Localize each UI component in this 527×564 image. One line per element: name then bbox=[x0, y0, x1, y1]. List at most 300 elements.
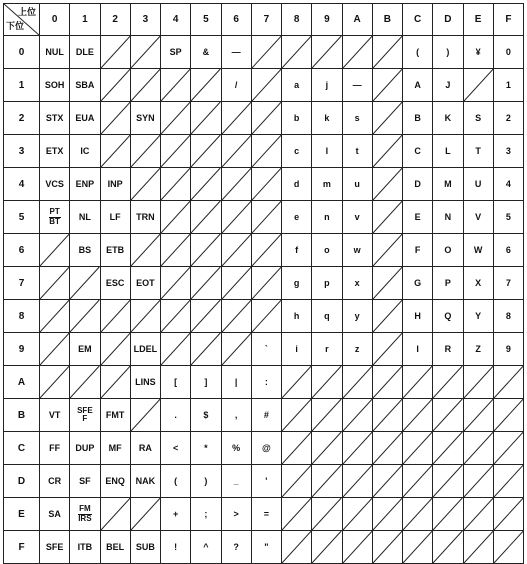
corner-cell bbox=[4, 4, 40, 36]
diagonal-slash bbox=[494, 465, 523, 497]
code-cell: ! bbox=[161, 531, 191, 564]
diagonal-slash bbox=[101, 300, 130, 332]
column-header: 6 bbox=[221, 4, 251, 36]
unassigned-cell bbox=[433, 465, 463, 498]
unassigned-cell bbox=[463, 498, 493, 531]
code-cell: SA bbox=[40, 498, 70, 531]
code-cell: 0 bbox=[493, 36, 523, 69]
diagonal-slash bbox=[464, 399, 493, 431]
unassigned-cell bbox=[463, 432, 493, 465]
code-cell: ENQ bbox=[100, 465, 130, 498]
diagonal-slash bbox=[282, 36, 311, 68]
diagonal-slash bbox=[101, 102, 130, 134]
unassigned-cell bbox=[433, 399, 463, 432]
unassigned-cell bbox=[161, 102, 191, 135]
code-cell: M bbox=[433, 168, 463, 201]
code-cell: CR bbox=[40, 465, 70, 498]
code-cell: / bbox=[221, 69, 251, 102]
diagonal-slash bbox=[191, 168, 220, 200]
code-cell: s bbox=[342, 102, 372, 135]
unassigned-cell bbox=[40, 333, 70, 366]
code-cell: 2 bbox=[493, 102, 523, 135]
code-cell: L bbox=[433, 135, 463, 168]
diagonal-slash bbox=[343, 36, 372, 68]
code-cell: d bbox=[282, 168, 312, 201]
diagonal-slash bbox=[40, 366, 69, 398]
diagonal-slash bbox=[433, 465, 462, 497]
code-cell: p bbox=[312, 267, 342, 300]
code-cell: a bbox=[282, 69, 312, 102]
unassigned-cell bbox=[433, 531, 463, 564]
unassigned-cell bbox=[100, 102, 130, 135]
column-header: 2 bbox=[100, 4, 130, 36]
code-cell: FF bbox=[40, 432, 70, 465]
diagonal-slash bbox=[70, 366, 99, 398]
unassigned-cell bbox=[40, 234, 70, 267]
code-cell: IC bbox=[70, 135, 100, 168]
row-header: 8 bbox=[4, 300, 40, 333]
code-cell: u bbox=[342, 168, 372, 201]
column-header: D bbox=[433, 4, 463, 36]
code-cell: VCS bbox=[40, 168, 70, 201]
code-cell: ? bbox=[221, 531, 251, 564]
unassigned-cell bbox=[312, 465, 342, 498]
table-row bbox=[4, 69, 524, 102]
code-cell: t bbox=[342, 135, 372, 168]
code-cell: g bbox=[282, 267, 312, 300]
unassigned-cell bbox=[312, 36, 342, 69]
code-cell: SFE F bbox=[70, 399, 100, 432]
row-header: E bbox=[4, 498, 40, 531]
diagonal-slash bbox=[373, 267, 402, 299]
diagonal-slash bbox=[191, 69, 220, 101]
diagonal-slash bbox=[433, 531, 462, 563]
unassigned-cell bbox=[403, 432, 433, 465]
code-cell: h bbox=[282, 300, 312, 333]
diagonal-slash bbox=[191, 333, 220, 365]
diagonal-slash bbox=[494, 432, 523, 464]
code-cell: C bbox=[403, 135, 433, 168]
code-cell: PT BT bbox=[40, 201, 70, 234]
code-cell: r bbox=[312, 333, 342, 366]
diagonal-slash bbox=[161, 300, 190, 332]
unassigned-cell bbox=[251, 300, 281, 333]
diagonal-slash bbox=[373, 366, 402, 398]
code-cell: b bbox=[282, 102, 312, 135]
table-row bbox=[4, 201, 524, 234]
unassigned-cell bbox=[221, 300, 251, 333]
unassigned-cell bbox=[161, 234, 191, 267]
unassigned-cell bbox=[221, 234, 251, 267]
code-cell: STX bbox=[40, 102, 70, 135]
code-cell: H bbox=[403, 300, 433, 333]
code-cell: ESC bbox=[100, 267, 130, 300]
diagonal-slash bbox=[70, 267, 99, 299]
code-cell: — bbox=[221, 36, 251, 69]
code-cell: [ bbox=[161, 366, 191, 399]
code-cell: o bbox=[312, 234, 342, 267]
code-cell: MF bbox=[100, 432, 130, 465]
diagonal-slash bbox=[373, 102, 402, 134]
code-cell: q bbox=[312, 300, 342, 333]
unassigned-cell bbox=[493, 399, 523, 432]
unassigned-cell bbox=[282, 366, 312, 399]
code-cell: ITB bbox=[70, 531, 100, 564]
unassigned-cell bbox=[251, 69, 281, 102]
code-cell: N bbox=[433, 201, 463, 234]
code-cell: V bbox=[463, 201, 493, 234]
unassigned-cell bbox=[161, 69, 191, 102]
diagonal-slash bbox=[101, 333, 130, 365]
unassigned-cell bbox=[342, 399, 372, 432]
diagonal-slash bbox=[222, 333, 251, 365]
code-cell: > bbox=[221, 498, 251, 531]
diagonal-slash bbox=[222, 267, 251, 299]
row-header: 6 bbox=[4, 234, 40, 267]
diagonal-slash bbox=[252, 36, 281, 68]
unassigned-cell bbox=[251, 234, 281, 267]
unassigned-cell bbox=[191, 300, 221, 333]
unassigned-cell bbox=[221, 333, 251, 366]
code-cell: ( bbox=[161, 465, 191, 498]
unassigned-cell bbox=[372, 432, 402, 465]
diagonal-slash bbox=[252, 201, 281, 233]
code-cell: TRN bbox=[130, 201, 160, 234]
diagonal-slash bbox=[494, 399, 523, 431]
unassigned-cell bbox=[130, 498, 160, 531]
diagonal-slash bbox=[40, 300, 69, 332]
row-header: 1 bbox=[4, 69, 40, 102]
column-header: F bbox=[493, 4, 523, 36]
diagonal-slash bbox=[464, 69, 493, 101]
code-cell: | bbox=[221, 366, 251, 399]
unassigned-cell bbox=[100, 300, 130, 333]
diagonal-slash bbox=[101, 69, 130, 101]
code-cell: , bbox=[221, 399, 251, 432]
unassigned-cell bbox=[251, 36, 281, 69]
code-cell: k bbox=[312, 102, 342, 135]
column-header: 7 bbox=[251, 4, 281, 36]
unassigned-cell bbox=[372, 267, 402, 300]
diagonal-slash bbox=[252, 300, 281, 332]
code-table bbox=[3, 3, 524, 564]
diagonal-slash bbox=[252, 69, 281, 101]
diagonal-slash bbox=[403, 366, 432, 398]
code-cell: DUP bbox=[70, 432, 100, 465]
table-row bbox=[4, 399, 524, 432]
diagonal-slash bbox=[403, 432, 432, 464]
unassigned-cell bbox=[130, 135, 160, 168]
code-cell: NUL bbox=[40, 36, 70, 69]
diagonal-slash bbox=[101, 36, 130, 68]
code-cell: # bbox=[251, 399, 281, 432]
table-row bbox=[4, 168, 524, 201]
unassigned-cell bbox=[221, 102, 251, 135]
unassigned-cell bbox=[342, 531, 372, 564]
unassigned-cell bbox=[100, 366, 130, 399]
diagonal-slash bbox=[343, 465, 372, 497]
code-cell: FMT bbox=[100, 399, 130, 432]
table-row bbox=[4, 432, 524, 465]
diagonal-slash bbox=[161, 168, 190, 200]
diagonal-slash bbox=[70, 300, 99, 332]
code-cell: 7 bbox=[493, 267, 523, 300]
unassigned-cell bbox=[372, 498, 402, 531]
header-row bbox=[4, 4, 524, 36]
unassigned-cell bbox=[130, 69, 160, 102]
diagonal-slash bbox=[282, 465, 311, 497]
code-cell: RA bbox=[130, 432, 160, 465]
table-row bbox=[4, 531, 524, 564]
unassigned-cell bbox=[221, 267, 251, 300]
unassigned-cell bbox=[221, 168, 251, 201]
code-cell: SFE bbox=[40, 531, 70, 564]
code-cell: SP bbox=[161, 36, 191, 69]
diagonal-slash bbox=[433, 399, 462, 431]
code-cell: $ bbox=[191, 399, 221, 432]
code-cell: " bbox=[251, 531, 281, 564]
unassigned-cell bbox=[342, 36, 372, 69]
code-cell: G bbox=[403, 267, 433, 300]
unassigned-cell bbox=[100, 36, 130, 69]
code-cell: J bbox=[433, 69, 463, 102]
row-header: 2 bbox=[4, 102, 40, 135]
diagonal-slash bbox=[161, 267, 190, 299]
unassigned-cell bbox=[372, 465, 402, 498]
code-cell: % bbox=[221, 432, 251, 465]
code-cell: LF bbox=[100, 201, 130, 234]
unassigned-cell bbox=[342, 498, 372, 531]
code-cell: 9 bbox=[493, 333, 523, 366]
table-row bbox=[4, 135, 524, 168]
unassigned-cell bbox=[282, 465, 312, 498]
unassigned-cell bbox=[161, 267, 191, 300]
unassigned-cell bbox=[463, 399, 493, 432]
diagonal-slash bbox=[191, 300, 220, 332]
code-cell: INP bbox=[100, 168, 130, 201]
code-cell: w bbox=[342, 234, 372, 267]
diagonal-slash bbox=[433, 366, 462, 398]
code-cell: m bbox=[312, 168, 342, 201]
unassigned-cell bbox=[403, 366, 433, 399]
diagonal-slash bbox=[191, 267, 220, 299]
unassigned-cell bbox=[342, 432, 372, 465]
table-row bbox=[4, 36, 524, 69]
unassigned-cell bbox=[372, 201, 402, 234]
code-cell: * bbox=[191, 432, 221, 465]
unassigned-cell bbox=[403, 531, 433, 564]
column-header: A bbox=[342, 4, 372, 36]
code-cell: ; bbox=[191, 498, 221, 531]
table-row bbox=[4, 366, 524, 399]
code-cell: _ bbox=[221, 465, 251, 498]
unassigned-cell bbox=[372, 234, 402, 267]
diagonal-slash bbox=[373, 168, 402, 200]
code-cell: BEL bbox=[100, 531, 130, 564]
code-cell: EOT bbox=[130, 267, 160, 300]
diagonal-slash bbox=[131, 168, 160, 200]
unassigned-cell bbox=[70, 300, 100, 333]
code-cell: 8 bbox=[493, 300, 523, 333]
unassigned-cell bbox=[70, 267, 100, 300]
unassigned-cell bbox=[372, 168, 402, 201]
diagonal-slash bbox=[282, 432, 311, 464]
unassigned-cell bbox=[372, 135, 402, 168]
diagonal-slash bbox=[464, 531, 493, 563]
diagonal-slash bbox=[373, 201, 402, 233]
code-cell: ] bbox=[191, 366, 221, 399]
unassigned-cell bbox=[403, 465, 433, 498]
unassigned-cell bbox=[191, 135, 221, 168]
diagonal-slash bbox=[222, 201, 251, 233]
code-cell: ETB bbox=[100, 234, 130, 267]
diagonal-slash bbox=[222, 300, 251, 332]
unassigned-cell bbox=[433, 432, 463, 465]
unassigned-cell bbox=[312, 432, 342, 465]
code-cell: n bbox=[312, 201, 342, 234]
diagonal-slash bbox=[131, 498, 160, 530]
diagonal-slash bbox=[282, 531, 311, 563]
unassigned-cell bbox=[40, 267, 70, 300]
diagonal-slash bbox=[282, 399, 311, 431]
unassigned-cell bbox=[463, 465, 493, 498]
diagonal-slash bbox=[191, 234, 220, 266]
unassigned-cell bbox=[130, 36, 160, 69]
diagonal-slash bbox=[101, 498, 130, 530]
column-header: 9 bbox=[312, 4, 342, 36]
unassigned-cell bbox=[191, 168, 221, 201]
unassigned-cell bbox=[312, 531, 342, 564]
code-cell: I bbox=[403, 333, 433, 366]
unassigned-cell bbox=[282, 432, 312, 465]
code-cell: EUA bbox=[70, 102, 100, 135]
diagonal-slash bbox=[40, 267, 69, 299]
code-cell: f bbox=[282, 234, 312, 267]
unassigned-cell bbox=[372, 366, 402, 399]
unassigned-cell bbox=[372, 531, 402, 564]
unassigned-cell bbox=[251, 135, 281, 168]
code-cell: < bbox=[161, 432, 191, 465]
code-cell: 1 bbox=[493, 69, 523, 102]
code-cell: Z bbox=[463, 333, 493, 366]
unassigned-cell bbox=[463, 531, 493, 564]
column-header: B bbox=[372, 4, 402, 36]
unassigned-cell bbox=[493, 498, 523, 531]
code-cell: 4 bbox=[493, 168, 523, 201]
code-cell: ) bbox=[191, 465, 221, 498]
unassigned-cell bbox=[251, 201, 281, 234]
diagonal-slash bbox=[222, 135, 251, 167]
unassigned-cell bbox=[463, 366, 493, 399]
diagonal-slash bbox=[464, 366, 493, 398]
diagonal-slash bbox=[403, 465, 432, 497]
code-cell: T bbox=[463, 135, 493, 168]
diagonal-slash bbox=[343, 531, 372, 563]
diagonal-slash bbox=[101, 366, 130, 398]
table-row bbox=[4, 498, 524, 531]
unassigned-cell bbox=[342, 465, 372, 498]
unassigned-cell bbox=[403, 498, 433, 531]
row-header: C bbox=[4, 432, 40, 465]
diagonal-slash bbox=[464, 498, 493, 530]
unassigned-cell bbox=[191, 102, 221, 135]
unassigned-cell bbox=[372, 399, 402, 432]
code-cell: S bbox=[463, 102, 493, 135]
diagonal-slash bbox=[464, 465, 493, 497]
diagonal-slash bbox=[131, 135, 160, 167]
code-cell: K bbox=[433, 102, 463, 135]
code-cell: l bbox=[312, 135, 342, 168]
diagonal-slash bbox=[494, 366, 523, 398]
diagonal-slash bbox=[101, 135, 130, 167]
code-cell: + bbox=[161, 498, 191, 531]
code-cell: . bbox=[161, 399, 191, 432]
code-cell: ^ bbox=[191, 531, 221, 564]
diagonal-slash bbox=[403, 531, 432, 563]
code-cell: : bbox=[251, 366, 281, 399]
diagonal-slash bbox=[464, 432, 493, 464]
unassigned-cell bbox=[161, 201, 191, 234]
unassigned-cell bbox=[372, 36, 402, 69]
table-row bbox=[4, 267, 524, 300]
diagonal-slash bbox=[252, 267, 281, 299]
diagonal-slash bbox=[131, 69, 160, 101]
diagonal-slash bbox=[373, 531, 402, 563]
code-cell: SBA bbox=[70, 69, 100, 102]
diagonal-slash bbox=[343, 498, 372, 530]
unassigned-cell bbox=[433, 498, 463, 531]
diagonal-slash bbox=[343, 432, 372, 464]
unassigned-cell bbox=[372, 300, 402, 333]
diagonal-slash bbox=[191, 201, 220, 233]
diagonal-slash bbox=[161, 201, 190, 233]
column-header: 4 bbox=[161, 4, 191, 36]
unassigned-cell bbox=[282, 531, 312, 564]
code-cell: O bbox=[433, 234, 463, 267]
diagonal-slash bbox=[161, 333, 190, 365]
code-cell: E bbox=[403, 201, 433, 234]
unassigned-cell bbox=[312, 498, 342, 531]
unassigned-cell bbox=[493, 531, 523, 564]
unassigned-cell bbox=[130, 399, 160, 432]
unassigned-cell bbox=[342, 366, 372, 399]
code-cell: W bbox=[463, 234, 493, 267]
code-cell: Y bbox=[463, 300, 493, 333]
unassigned-cell bbox=[40, 366, 70, 399]
code-cell: LDEL bbox=[130, 333, 160, 366]
code-cell: D bbox=[403, 168, 433, 201]
diagonal-slash bbox=[252, 234, 281, 266]
diagonal-slash bbox=[252, 168, 281, 200]
diagonal-slash bbox=[343, 366, 372, 398]
column-header: E bbox=[463, 4, 493, 36]
diagonal-slash bbox=[222, 234, 251, 266]
code-cell: i bbox=[282, 333, 312, 366]
upper-label: 上位 bbox=[17, 7, 36, 17]
diagonal-slash bbox=[282, 366, 311, 398]
lower-label: 下位 bbox=[6, 21, 25, 31]
diagonal-slash bbox=[373, 234, 402, 266]
unassigned-cell bbox=[161, 135, 191, 168]
diagonal-slash bbox=[373, 36, 402, 68]
unassigned-cell bbox=[70, 366, 100, 399]
unassigned-cell bbox=[372, 333, 402, 366]
code-cell: — bbox=[342, 69, 372, 102]
unassigned-cell bbox=[100, 498, 130, 531]
diagonal-slash bbox=[252, 135, 281, 167]
code-cell: z bbox=[342, 333, 372, 366]
row-header: 0 bbox=[4, 36, 40, 69]
